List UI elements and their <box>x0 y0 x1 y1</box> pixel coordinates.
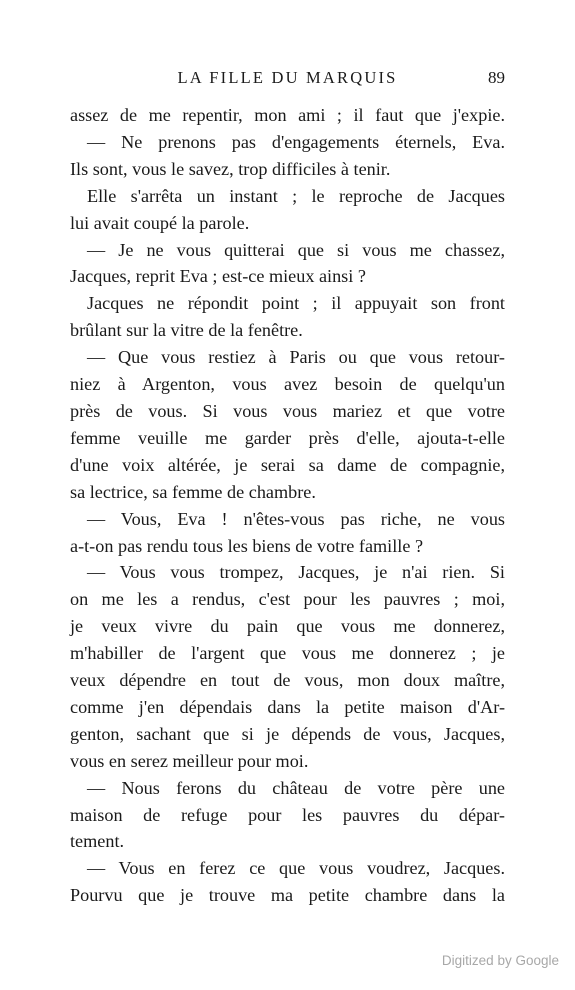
body-text <box>70 102 505 909</box>
text-line: tement. <box>70 831 125 852</box>
text-line: genton, sachant que si je dépends de vous, Jacques, <box>70 723 505 744</box>
text-line: a-t-on pas rendu tous les biens de votre famille ? <box>70 535 424 556</box>
text-line: vous en serez meilleur pour moi. <box>70 750 309 771</box>
text-line: Jacques, reprit Eva ; est-ce mieux ainsi ? <box>70 266 366 287</box>
text-line: Elle s'arrêta un instant ; le reproche de Jacques <box>87 185 505 206</box>
text-line: on me les a rendus, c'est pour les pauvres ; moi, <box>70 589 505 610</box>
text-line: niez à Argenton, vous avez besoin de quelqu'un <box>70 374 505 395</box>
page-header <box>70 68 505 90</box>
text-line: près de vous. Si vous vous mariez et que votre <box>70 400 505 421</box>
text-line: — Vous en ferez ce que vous voudrez, Jacques. <box>87 858 505 879</box>
text-line: — Vous, Eva ! n'êtes-vous pas riche, ne vous <box>87 508 505 529</box>
text-line: — Nous ferons du château de votre père une <box>87 777 505 798</box>
text-line: — Vous vous trompez, Jacques, je n'ai rien. Si <box>87 562 505 583</box>
text-line: d'une voix altérée, je serai sa dame de compagnie, <box>70 454 505 475</box>
text-line: brûlant sur la vitre de la fenêtre. <box>70 320 303 341</box>
text-line: maison de refuge pour les pauvres du dépar- <box>70 804 505 825</box>
text-line: — Je ne vous quitterai que si vous me chassez, <box>87 239 505 260</box>
page-number: 89 <box>488 68 505 87</box>
text-line: lui avait coupé la parole. <box>70 212 250 233</box>
text-line: — Que vous restiez à Paris ou que vous retour- <box>87 347 505 368</box>
text-line: je veux vivre du pain que vous me donnerez, <box>70 616 505 637</box>
text-line: m'habiller de l'argent que vous me donnerez ; je <box>70 643 505 664</box>
text-line: Pourvu que je trouve ma petite chambre dans la <box>70 885 505 906</box>
text-line: assez de me repentir, mon ami ; il faut que j'expie. <box>70 105 505 125</box>
text-line: — Ne prenons pas d'engagements éternels, Eva. <box>87 131 505 152</box>
text-line: Jacques ne répondit point ; il appuyait son front <box>87 293 505 314</box>
digitized-watermark: Digitized by Google <box>441 953 559 968</box>
text-line: comme j'en dépendais dans la petite maison d'Ar- <box>70 696 505 717</box>
text-line: sa lectrice, sa femme de chambre. <box>70 481 316 502</box>
running-title: LA FILLE DU MARQUIS <box>177 68 398 87</box>
text-line: femme veuille me garder près d'elle, ajouta-t-elle <box>70 427 505 448</box>
text-line: Ils sont, vous le savez, trop difficiles à tenir. <box>70 158 391 179</box>
text-line: veux dépendre en tout de vous, mon doux maître, <box>70 670 505 691</box>
